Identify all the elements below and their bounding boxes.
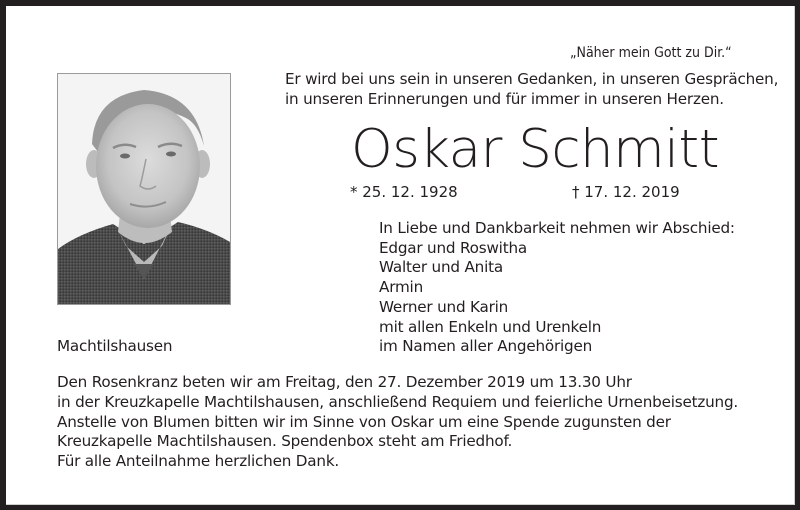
notice-line: in der Kreuzkapelle Machtilshausen, anschließend Requiem und feierliche Urnenbeisetzung. (57, 392, 739, 411)
mourner-entry: Armin (379, 278, 424, 297)
notice-line: Kreuzkapelle Machtilshausen. Spendenbox steht am Friedhof. (57, 432, 513, 451)
mourner-entry: Edgar und Roswitha (379, 238, 527, 257)
notice-line: Den Rosenkranz beten wir am Freitag, den 27. Dezember 2019 um 13.30 Uhr (57, 373, 632, 391)
mourner-entry: Werner und Karin (379, 297, 509, 316)
location-text: Machtilshausen (57, 337, 173, 355)
mourners-intro: In Liebe und Dankbarkeit nehmen wir Abschied: (379, 219, 735, 237)
dedication-line: in unseren Erinnerungen und für immer in unseren Herzen. (285, 90, 724, 108)
mourner-entry: mit allen Enkeln und Urenkeln (379, 317, 602, 336)
birth-date: * 25. 12. 1928 (350, 183, 458, 201)
dedication-line: Er wird bei uns sein in unseren Gedanken, in unseren Gesprächen, (285, 70, 779, 88)
obituary-card (6, 6, 795, 505)
dedication-text (285, 69, 778, 109)
mourner-entry: im Namen aller Angehörigen (379, 337, 593, 356)
motto-quote: „Näher mein Gott zu Dir.“ (570, 45, 732, 61)
mourner-entry: Walter und Anita (379, 258, 503, 277)
notice-line: Anstelle von Blumen bitten wir im Sinne von Oskar um eine Spende zugunsten der (57, 412, 671, 431)
portrait-image (58, 74, 230, 304)
service-notice (57, 373, 738, 472)
mourners-list (379, 219, 735, 357)
portrait-photo (57, 73, 231, 305)
notice-line: Für alle Anteilnahme herzlichen Dank. (57, 452, 340, 471)
death-date: † 17. 12. 2019 (572, 183, 680, 201)
deceased-name: Oskar Schmitt (351, 119, 719, 180)
